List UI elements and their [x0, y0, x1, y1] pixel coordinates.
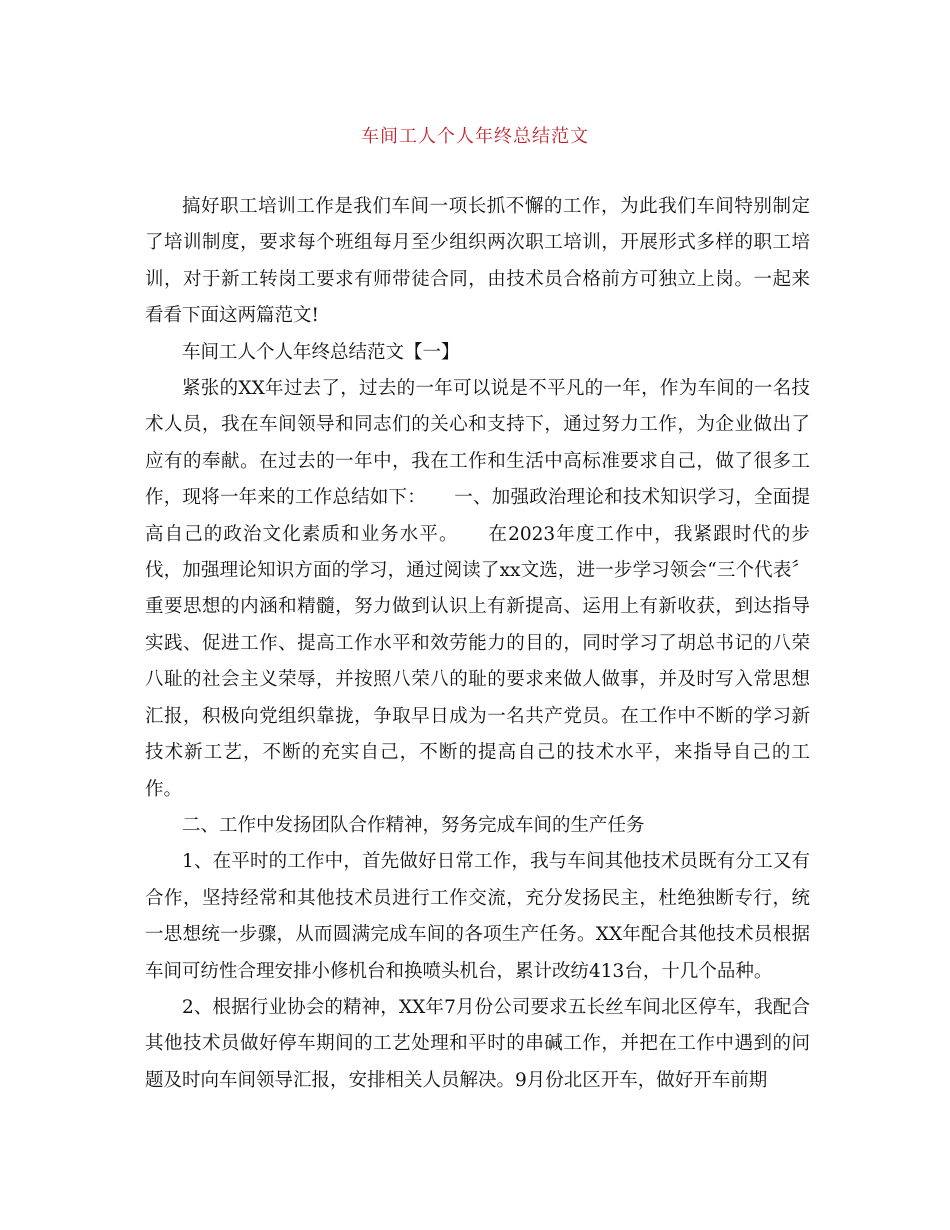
document-body: [145, 189, 810, 1099]
body-paragraph: 1、在平时的工作中，首先做好日常工作，我与车间其他技术员既有分工又有合作，坚持经常和其他技术员进行工作交流，充分发扬民主，杜绝独断专行，统一思想统一步骤，从而圆满完成车间的各项生产任务。XX年配合其他技术员根据车间可纺性合理安排小修机台和换喷头机台，累计改纺413台，十几个品种。: [145, 851, 810, 982]
document-title: 车间工人个人年终总结范文: [361, 126, 589, 147]
section-heading-two: 二、工作中发扬团队合作精神，努务完成车间的生产任务: [182, 814, 645, 836]
section-heading-one: 车间工人个人年终总结范文【一】: [182, 341, 460, 363]
intro-paragraph: 搞好职工培训工作是我们车间一项长抓不懈的工作，为此我们车间特别制定了培训制度，要求每个班组每月至少组织两次职工培训，开展形式多样的职工培训，对于新工转岗工要求有师带徒合同，由技术员合格前方可独立上岗。一起来看看下面这两篇范文!: [145, 196, 810, 327]
body-paragraph: 2、根据行业协会的精神，XX年7月份公司要求五长丝车间北区停车，我配合其他技术员做好停车期间的工艺处理和平时的串碱工作，并把在工作中遇到的问题及时向车间领导汇报，安排相关人员解决。9月份北区开车，做好开车前期: [145, 996, 810, 1091]
body-paragraph: 紧张的XX年过去了，过去的一年可以说是不平凡的一年，作为车间的一名技术人员，我在车间领导和同志们的关心和支持下，通过努力工作，为企业做出了应有的奉献。在过去的一年中，我在工作和生活中高标准要求自己，做了很多工作，现将一年来的工作总结如下： 一、加强政治理论和技术知识学习，全面提高自己的政治文化素质和业务水平。 在2023年度工作中，我紧跟时代的步伐，加强理论知识方面的学习，通过阅读了xx文选，进一步学习领会“三个代表〞重要思想的内涵和精髓，努力做到认识上有新提高、运用上有新收获，到达指导实践、促进工作、提高工作水平和效劳能力的目的，同时学习了胡总书记的八荣八耻的社会主义荣辱，并按照八荣八的耻的要求来做人做事，并及时写入常思想汇报，积极向党组织靠拢，争取早日成为一名共产党员。在工作中不断的学习新技术新工艺，不断的充实自己，不断的提高自己的技术水平，来指导自己的工作。: [145, 378, 810, 800]
